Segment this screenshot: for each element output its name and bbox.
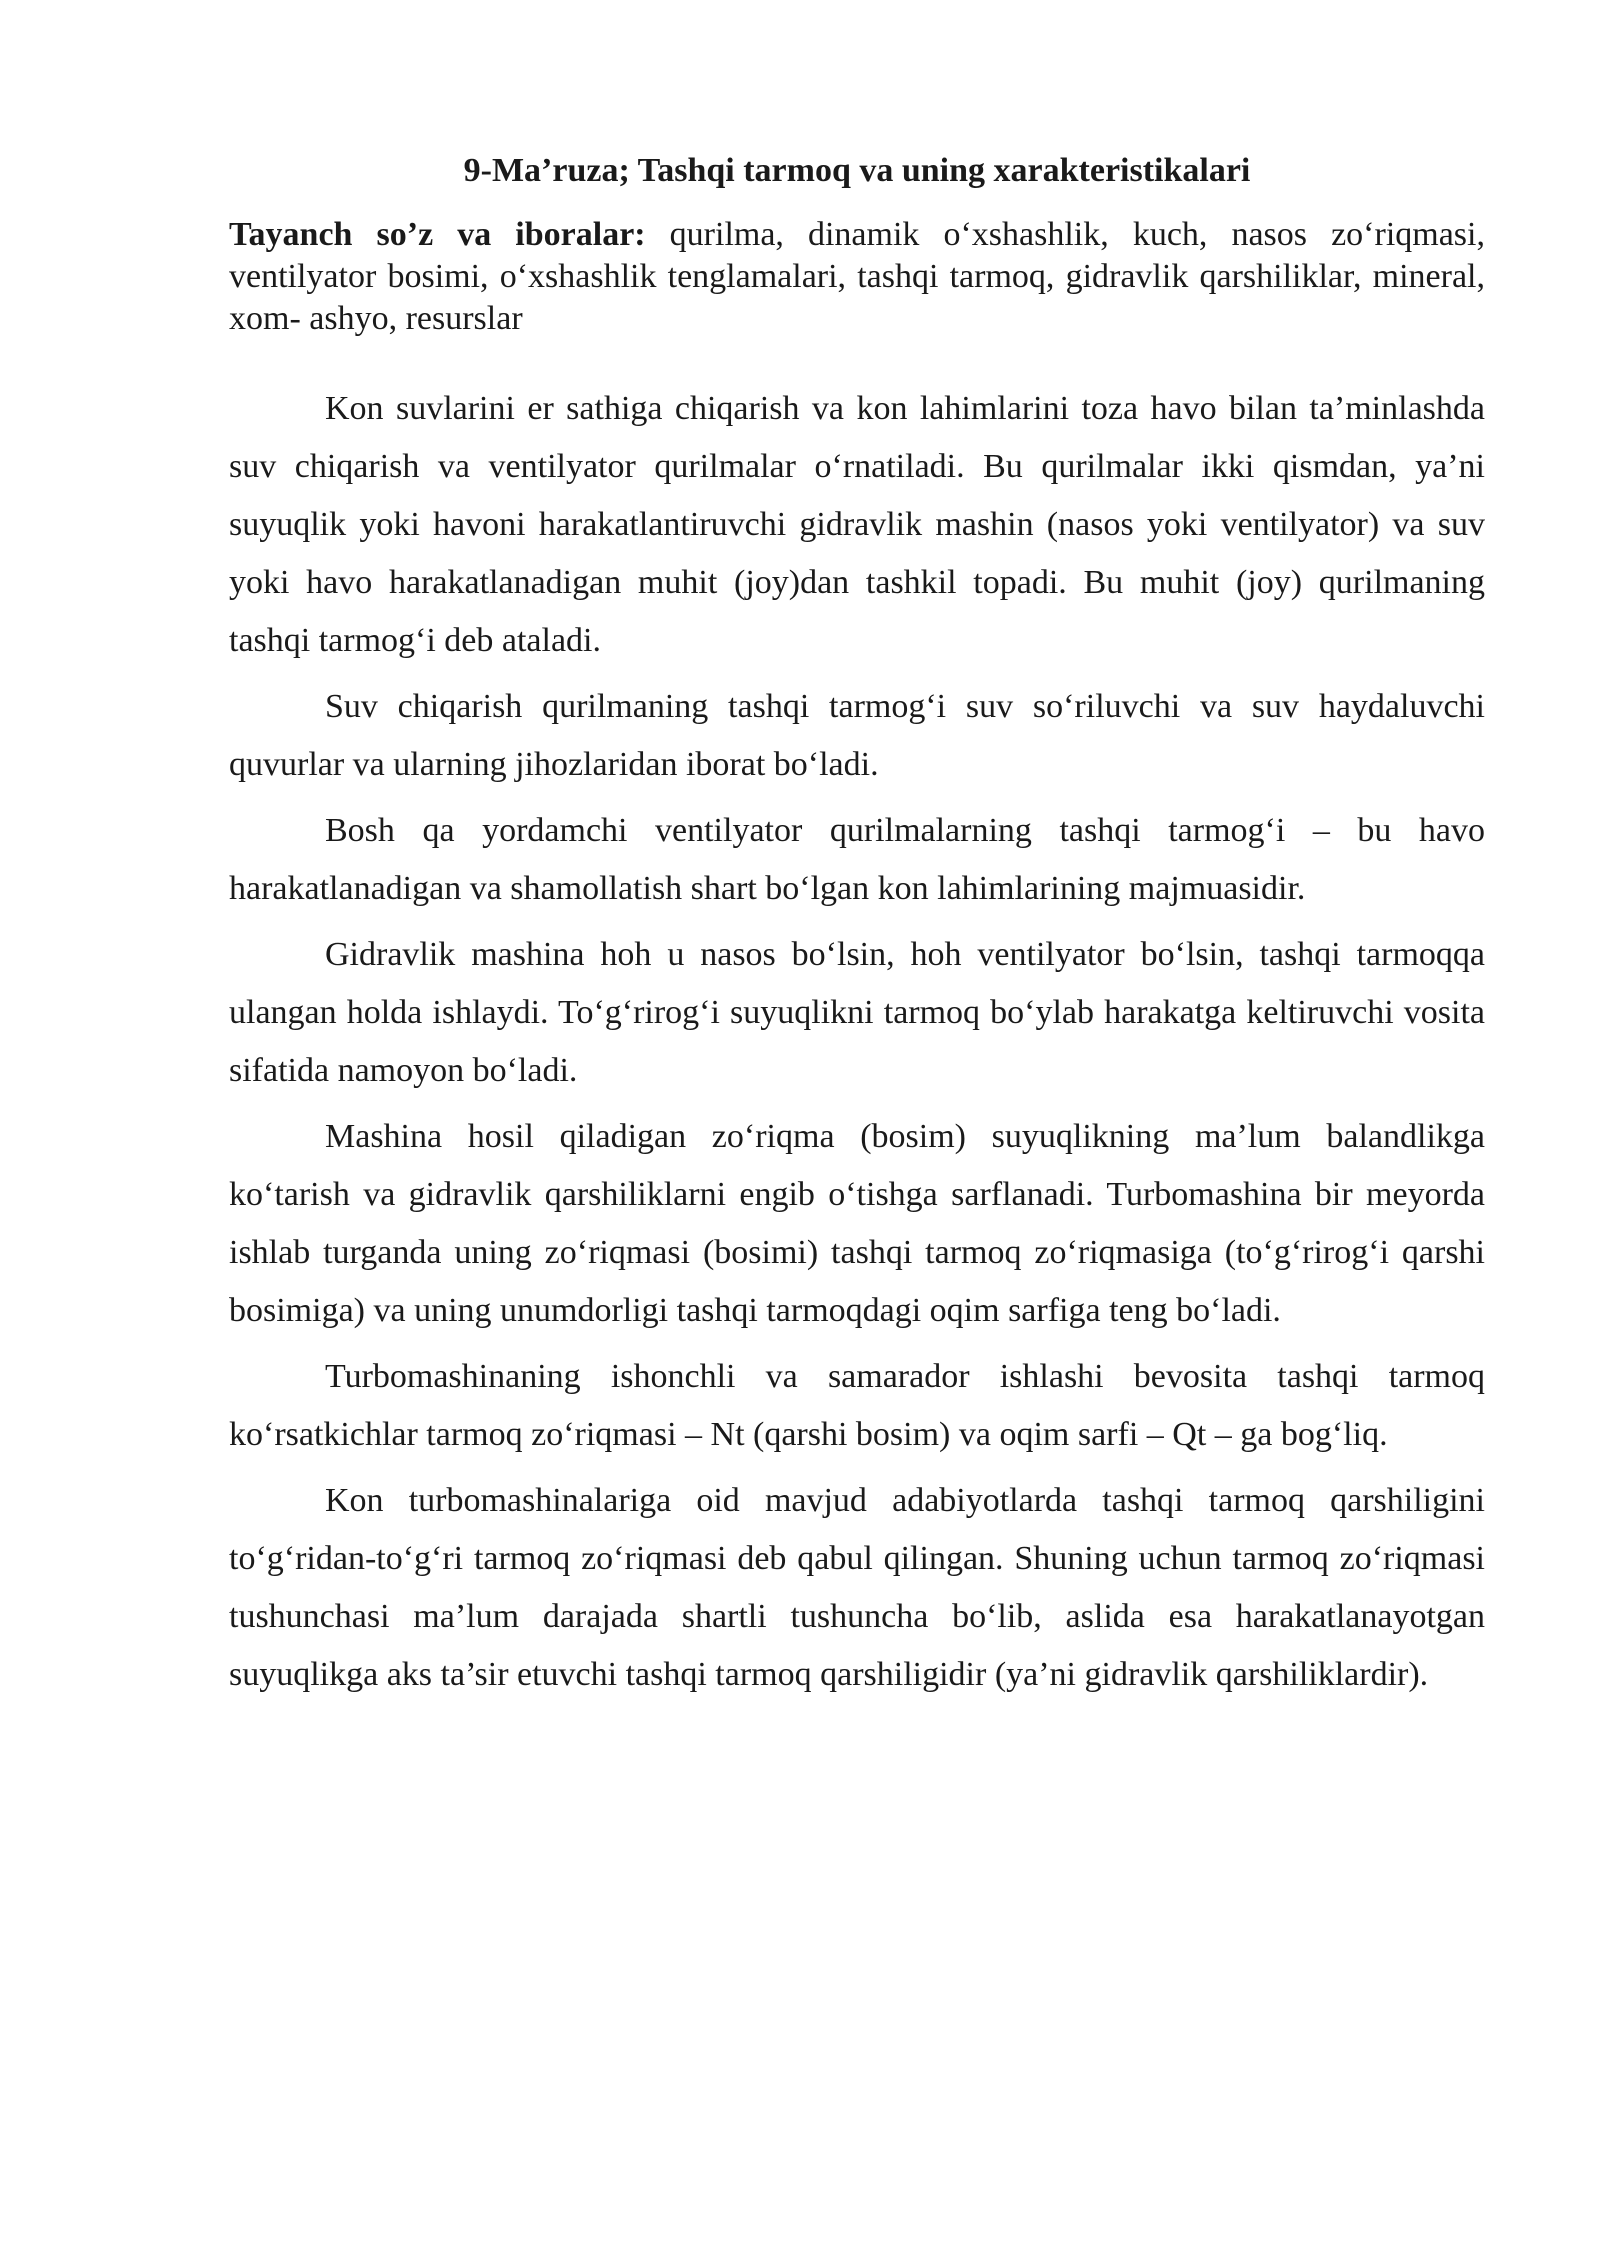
document-page [229, 150, 1485, 1712]
paragraph-5: Mashina hosil qiladigan zo‘riqma (bosim) suyuqlikning ma’lum balandlikga ko‘tarish va gidravlik qarshiliklarni engib o‘tishga sarflanadi. Turbomashina bir meyorda ishlab turganda uning zo‘riqmasi (bosimi) tashqi tarmoq zo‘riqmasiga (to‘g‘rirog‘i qarshi bosimiga) va uning unumdorligi tashqi tarmoqdagi oqim sarfiga teng bo‘ladi. [229, 1118, 1485, 1329]
paragraph-3: Bosh qa yordamchi ventilyator qurilmalarning tashqi tarmog‘i – bu havo harakatlanadigan va shamollatish shart bo‘lgan kon lahimlarining majmuasidir. [229, 812, 1485, 907]
paragraph-7: Kon turbomashinalariga oid mavjud adabiyotlarda tashqi tarmoq qarshiligini to‘g‘ridan-to‘g‘ri tarmoq zo‘riqmasi deb qabul qilingan. Shuning uchun tarmoq zo‘riqmasi tushunchasi ma’lum darajada shartli tushuncha bo‘lib, aslida esa harakatlanayotgan suyuqlikga aks ta’sir etuvchi tashqi tarmoq qarshiligidir (ya’ni gidravlik qarshiliklardir). [229, 1482, 1485, 1693]
lecture-title: 9-Ma’ruza; Tashqi tarmoq va uning xarakteristikalari [463, 152, 1251, 189]
keywords-block [229, 214, 1485, 340]
paragraph-6: Turbomashinaning ishonchli va samarador ishlashi bevosita tashqi tarmoq ko‘rsatkichlar tarmoq zo‘riqmasi – Nt (qarshi bosim) va oqim sarfi – Qt – ga bog‘liq. [229, 1358, 1485, 1453]
paragraph-1: Kon suvlarini er sathiga chiqarish va kon lahimlarini toza havo bilan ta’minlashda suv chiqarish va ventilyator qurilmalar o‘rnatiladi. Bu qurilmalar ikki qismdan, ya’ni suyuqlik yoki havoni harakatlantiruvchi gidravlik mashin (nasos yoki ventilyator) va suv yoki havo harakatlanadigan muhit (joy)dan tashkil topadi. Bu muhit (joy) qurilmaning tashqi tarmog‘i deb ataladi. [229, 390, 1485, 659]
paragraph-2: Suv chiqarish qurilmaning tashqi tarmog‘i suv so‘riluvchi va suv haydaluvchi quvurlar va ularning jihozlaridan iborat bo‘ladi. [229, 688, 1485, 783]
keywords-text: qurilma, dinamik o‘xshashlik, kuch, nasos zo‘riqmasi, ventilyator bosimi, o‘xshashlik tenglamalari, tashqi tarmoq, gidravlik qarshiliklar, mineral, xom- ashyo, resurslar [229, 216, 1485, 337]
paragraph-4: Gidravlik mashina hoh u nasos bo‘lsin, hoh ventilyator bo‘lsin, tashqi tarmoqqa ulangan holda ishlaydi. To‘g‘rirog‘i suyuqlikni tarmoq bo‘ylab harakatga keltiruvchi vosita sifatida namoyon bo‘ladi. [229, 936, 1485, 1089]
keywords-label: Tayanch so’z va iboralar: [229, 216, 646, 253]
